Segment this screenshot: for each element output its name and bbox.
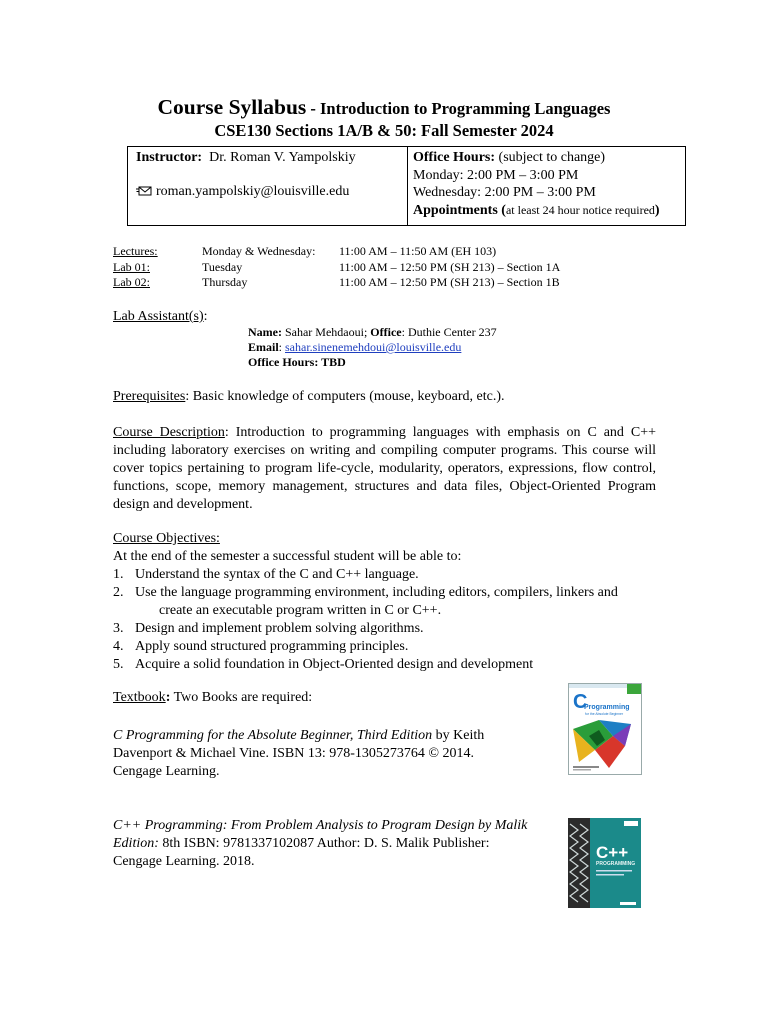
schedule-time: 11:00 AM – 11:50 AM (EH 103) <box>339 244 497 258</box>
cover2-title: PROGRAMMING <box>596 861 636 867</box>
schedule-row <box>113 244 613 260</box>
schedule-days: Monday & Wednesday: <box>202 244 316 258</box>
instructor-cell <box>136 149 404 200</box>
book-2-cover-art <box>568 818 641 908</box>
objectives-intro: At the end of the semester a successful student will be able to: <box>113 549 462 564</box>
schedule-label: Lab 01: <box>113 259 150 274</box>
office-hours-monday: Monday: 2:00 PM – 3:00 PM <box>413 167 579 183</box>
instructor-email[interactable]: roman.yampolskiy@louisville.edu <box>156 184 350 199</box>
office-hours-cell <box>413 149 683 219</box>
textbook-label: Textbook <box>113 690 166 705</box>
description-text: : Introduction to programming languages with emphasis on C and C++ including laboratory exercises on writing and compiling computer programs. This course will cover topics pertaining to program life-cycle, modularity, operators, expressions, flow control, functions, scope, memory management, structures and data files, Object-Oriented Program design and development. <box>113 425 656 512</box>
course-objectives <box>113 530 656 674</box>
book-2 <box>113 817 533 871</box>
schedule-label: Lectures: <box>113 244 158 258</box>
table-divider <box>407 147 408 225</box>
book-1-cover-art <box>569 684 641 774</box>
book-2-title: C++ Programming: From Problem Analysis to Program Design by Malik Edition: <box>113 818 528 851</box>
appointments-note: at least 24 hour notice required <box>505 202 655 217</box>
list-item: 2. Use the language programming environment, including editors, compilers, linkers and create an executable program written in C or C++. <box>113 585 618 618</box>
schedule-time: 11:00 AM – 12:50 PM (SH 213) – Section 1A <box>339 259 561 274</box>
list-item: 5. Acquire a solid foundation in Object-Oriented design and development <box>113 657 534 672</box>
instructor-name: Dr. Roman V. Yampolskiy <box>209 150 356 165</box>
textbook-heading: Textbook: Two Books are required: <box>113 690 313 705</box>
title-course-name: Introduction to Programming Languages <box>320 99 611 118</box>
prerequisites-text: : Basic knowledge of computers (mouse, keyboard, etc.). <box>185 389 505 404</box>
lab-assistant-heading: Lab Assistant(s): <box>113 309 208 324</box>
textbook-text: Two Books are required: <box>170 690 313 705</box>
instructor-table <box>127 146 686 226</box>
page-title <box>0 94 768 123</box>
cover1-title: Programming <box>584 704 630 711</box>
appointments-close: ) <box>654 202 660 218</box>
course-description <box>113 424 656 514</box>
schedule-days: Thursday <box>202 275 248 289</box>
assistant-office-label: Office <box>370 325 402 339</box>
assistant-hours: : TBD <box>314 355 346 369</box>
assistant-office: : Duthie Center 237 <box>401 325 497 339</box>
instructor-label: Instructor: <box>136 150 203 165</box>
description-label: Course Description <box>113 425 225 440</box>
objectives-list <box>113 566 656 674</box>
assistant-hours-label: Office Hours <box>248 355 315 369</box>
prerequisites-label: Prerequisites <box>113 389 186 404</box>
assistant-email-label: Email <box>248 340 279 354</box>
envelope-icon <box>136 184 152 196</box>
title-main: Course Syllabus <box>157 95 307 119</box>
assistant-email-link[interactable]: sahar.sinenemehdoui@louisville.edu <box>285 340 462 354</box>
schedule-row <box>113 275 613 291</box>
objectives-label: Course Objectives: <box>113 531 220 546</box>
office-hours-note: (subject to change) <box>498 150 606 165</box>
prerequisites <box>113 388 656 406</box>
book-1-details: by Keith Davenport & Michael Vine. ISBN 13: 978-1305273764 © 2014. Cengage Learning. <box>113 728 485 779</box>
book-2-cover-image <box>568 818 641 908</box>
book-1 <box>113 727 498 781</box>
schedule-time: 11:00 AM – 12:50 PM (SH 213) – Section 1B <box>339 275 560 289</box>
list-item: 3. Design and implement problem solving algorithms. <box>113 621 424 636</box>
office-hours-label: Office Hours: <box>413 150 496 165</box>
schedule-days: Tuesday <box>202 259 243 274</box>
cover2-letter: C++ <box>596 843 629 862</box>
schedule-label: Lab 02: <box>113 275 150 289</box>
assistant-name-label: Name: <box>248 325 282 339</box>
page-subtitle: CSE130 Sections 1A/B & 50: Fall Semester 2024 <box>214 121 554 140</box>
list-item: 1. Understand the syntax of the C and C++ language. <box>113 567 419 582</box>
schedule-row <box>113 260 613 276</box>
assistant-name: Sahar Mehdaoui; <box>284 325 368 339</box>
title-separator: - <box>306 99 321 118</box>
book-1-cover-image <box>568 683 642 775</box>
class-schedule <box>113 244 613 291</box>
list-item: 4. Apply sound structured programming principles. <box>113 639 409 654</box>
book-2-details: 8th ISBN: 9781337102087 Author: D. S. Malik Publisher: Cengage Learning. 2018. <box>113 836 490 869</box>
lab-assistant-details: Name: Sahar Mehdaoui; Office: Duthie Center 237 Email: sahar.sinenemehdoui@louisville.edu Office Hours: TBD <box>248 325 497 369</box>
cover1-sub: for the Absolute Beginner <box>585 712 624 716</box>
book-1-title: C Programming for the Absolute Beginner, Third Edition <box>113 728 433 743</box>
office-hours-wednesday: Wednesday: 2:00 PM – 3:00 PM <box>413 185 596 200</box>
appointments-label: Appointments ( <box>413 202 506 218</box>
cover1-letter: C <box>573 691 588 713</box>
